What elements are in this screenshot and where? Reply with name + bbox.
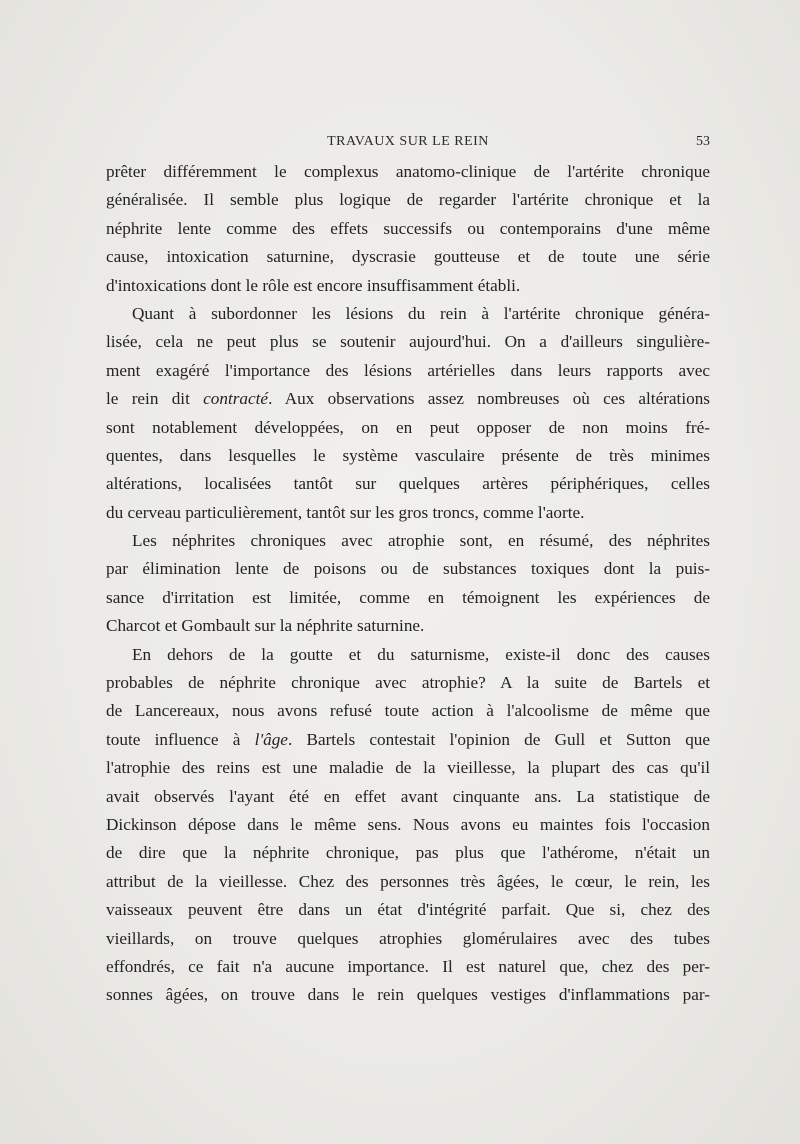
paragraph-4 xyxy=(106,641,710,1010)
text-line: Charcot et Gombault sur la néphrite saturnine. xyxy=(106,616,425,636)
text-line: altérations, localisées tantôt sur quelques artères périphériques, celles xyxy=(106,474,710,494)
emphasis-text: l'âge xyxy=(254,729,288,749)
text-line: Les néphrites chroniques avec atrophie sont, en résumé, des néphrites xyxy=(132,531,710,551)
text-line: Dickinson dépose dans le même sens. Nous avons eu maintes fois l'occasion xyxy=(106,814,710,834)
text-line: de Lancereaux, nous avons refusé toute action à l'alcoolisme de même que xyxy=(106,701,710,721)
paragraph-1 xyxy=(106,158,710,300)
body-text xyxy=(106,158,710,1010)
text-line: ment exagéré l'importance des lésions artérielles dans leurs rapports avec xyxy=(106,360,710,380)
text-line: d'intoxications dont le rôle est encore insuffisamment établi. xyxy=(106,275,521,295)
text-line: du cerveau particulièrement, tantôt sur les gros troncs, comme l'aorte. xyxy=(106,502,585,522)
text-line: de dire que la néphrite chronique, pas plus que l'athérome, n'était un xyxy=(106,843,710,863)
running-title: TRAVAUX SUR LE REIN xyxy=(327,134,489,149)
text-line: probables de néphrite chronique avec atrophie? A la suite de Bartels et xyxy=(106,673,710,693)
paragraph-3 xyxy=(106,527,710,641)
text-line: vaisseaux peuvent être dans un état d'intégrité parfait. Que si, chez des xyxy=(106,900,710,920)
text-line: sonnes âgées, on trouve dans le rein quelques vestiges d'inflammations par- xyxy=(106,985,710,1005)
text-line: cause, intoxication saturnine, dyscrasie goutteuse et de toute une série xyxy=(106,247,710,267)
text-line: néphrite lente comme des effets successifs ou contemporains d'une même xyxy=(106,218,710,238)
paragraph-2 xyxy=(106,300,710,527)
text-line: Quant à subordonner les lésions du rein à l'artérite chronique généra- xyxy=(132,303,710,323)
text-line: le rein dit contracté. Aux observations assez nombreuses où ces altérations xyxy=(106,389,710,409)
text-line: quentes, dans lesquelles le système vasculaire présente de très minimes xyxy=(106,445,710,465)
text-line: sance d'irritation est limitée, comme en témoignent les expériences de xyxy=(106,587,710,607)
text-line: En dehors de la goutte et du saturnisme, existe-il donc des causes xyxy=(132,644,710,664)
emphasis-text: contracté xyxy=(203,389,269,409)
text-line: avait observés l'ayant été en effet avant cinquante ans. La statistique de xyxy=(106,786,710,806)
text-line: généralisée. Il semble plus logique de regarder l'artérite chronique et la xyxy=(106,190,710,210)
running-head xyxy=(106,134,710,154)
text-line: prêter différemment le complexus anatomo-clinique de l'artérite chronique xyxy=(106,162,710,181)
text-line: lisée, cela ne peut plus se soutenir aujourd'hui. On a d'ailleurs singulière- xyxy=(106,332,710,352)
text-line: vieillards, on trouve quelques atrophies glomérulaires avec des tubes xyxy=(106,928,710,948)
text-line: toute influence à l'âge. Bartels contestait l'opinion de Gull et Sutton que xyxy=(106,729,711,749)
text-line: sont notablement développées, on en peut opposer de non moins fré- xyxy=(106,417,710,437)
text-line: attribut de la vieillesse. Chez des personnes très âgées, le cœur, le rein, les xyxy=(106,871,710,891)
text-line: effondrés, ce fait n'a aucune importance. Il est naturel que, chez des per- xyxy=(106,956,710,976)
page-number: 53 xyxy=(696,134,710,149)
text-line: par élimination lente de poisons ou de substances toxiques dont la puis- xyxy=(106,559,710,579)
text-line: l'atrophie des reins est une maladie de la vieillesse, la plupart des cas qu'il xyxy=(106,758,710,778)
